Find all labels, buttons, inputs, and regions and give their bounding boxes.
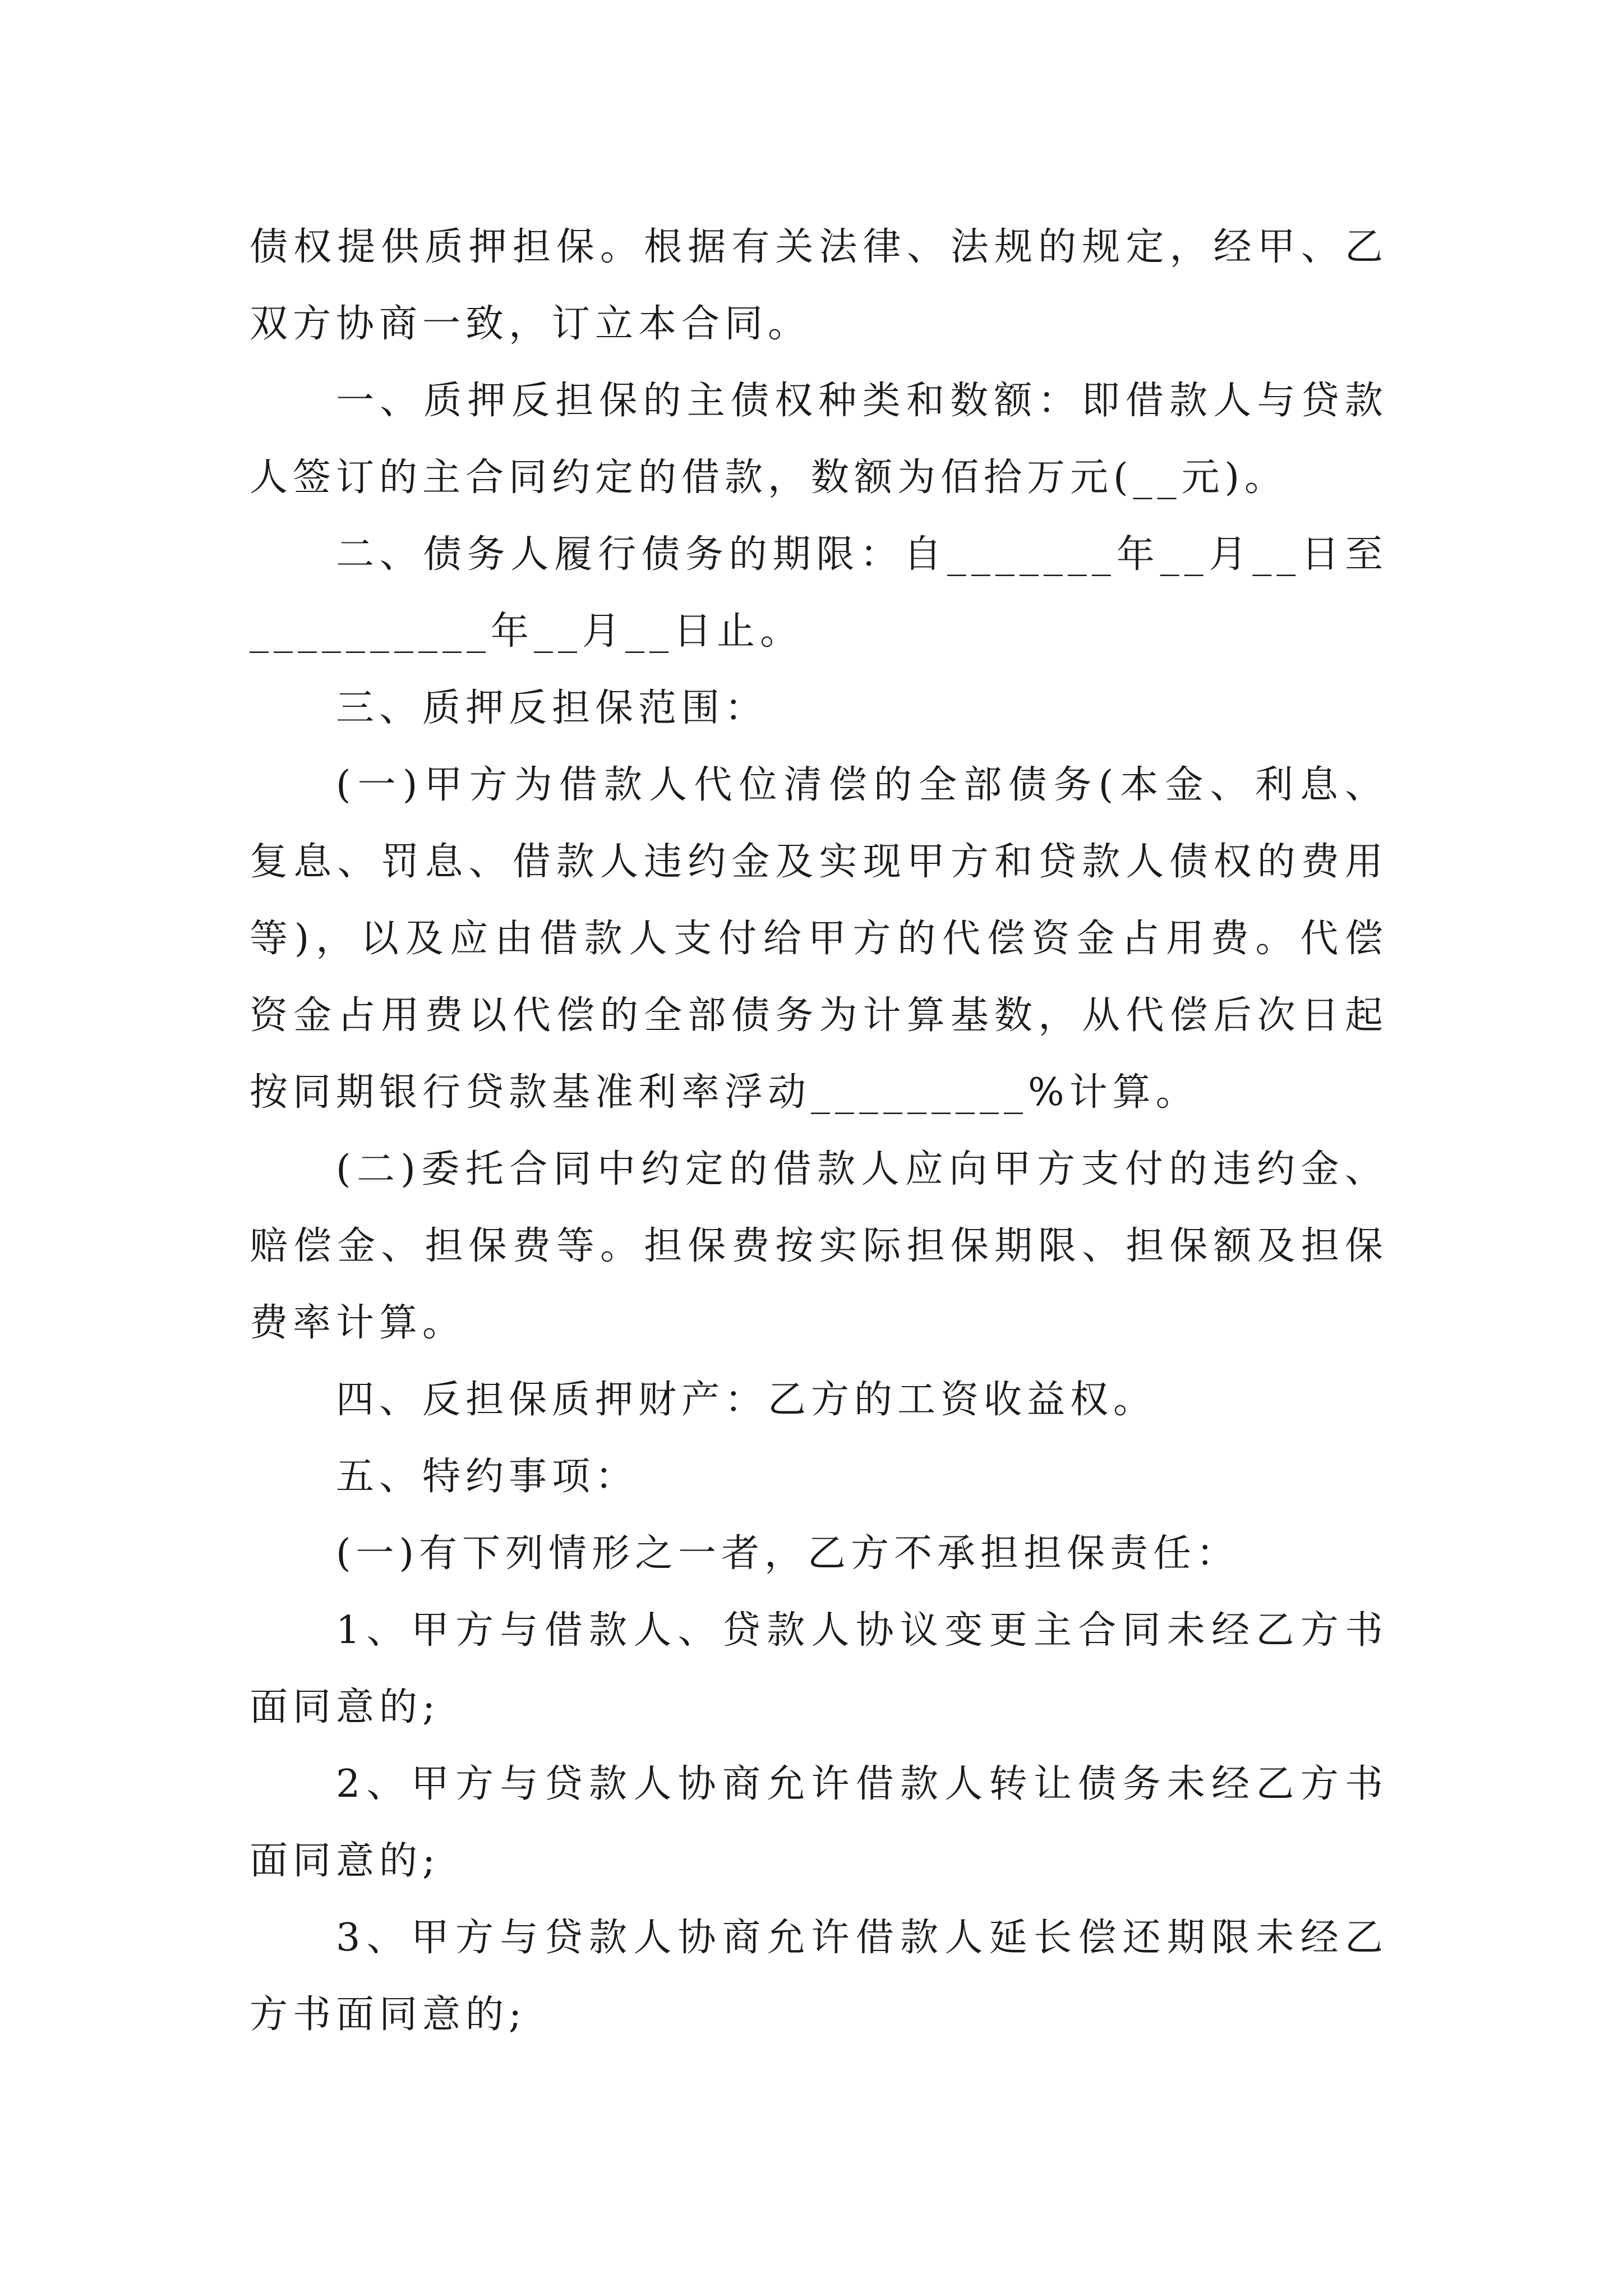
paragraph-clause-4: 四、反担保质押财产：乙方的工资收益权。 xyxy=(336,1378,1157,1422)
paragraph-clause-5: 五、特约事项： xyxy=(336,1455,639,1499)
paragraph-clause-5-subitem-2: 2、甲方与贷款人协商允许借款人转让债务未经乙方书面同意的; xyxy=(250,1762,1388,1883)
paragraph-intro: 债权提供质押担保。根据有关法律、法规的规定，经甲、乙双方协商一致，订立本合同。 xyxy=(250,225,1388,346)
paragraph-clause-3-item-1: (一)甲方为借款人代位清偿的全部债务(本金、利息、复息、罚息、借款人违约金及实现甲方和贷款人债权的费用等)，以及应由借款人支付给甲方的代偿资金占用费。代偿资金占用费以代偿的全部债务为计算基数，从代偿后次日起按同期银行贷款基准利率浮动_________%计算。 xyxy=(250,763,1388,1115)
paragraph-clause-2: 二、债务人履行债务的期限：自_______年__月__日至__________年__月__日止。 xyxy=(250,532,1388,654)
paragraph-clause-3: 三、质押反担保范围： xyxy=(336,686,768,730)
paragraph-clause-3-item-2: (二)委托合同中约定的借款人应向甲方支付的违约金、赔偿金、担保费等。担保费按实际担保期限、担保额及担保费率计算。 xyxy=(250,1147,1388,1345)
paragraph-clause-1: 一、质押反担保的主债权种类和数额：即借款人与贷款人签订的主合同约定的借款，数额为佰拾万元(__元)。 xyxy=(250,379,1388,500)
paragraph-clause-5-item-1: (一)有下列情形之一者，乙方不承担担保责任： xyxy=(336,1531,1240,1576)
document-page xyxy=(250,209,1388,2053)
paragraph-clause-5-subitem-3: 3、甲方与贷款人协商允许借款人延长偿还期限未经乙方书面同意的; xyxy=(250,1916,1388,2037)
paragraph-clause-5-subitem-1: 1、甲方与借款人、贷款人协议变更主合同未经乙方书面同意的; xyxy=(250,1608,1388,1729)
